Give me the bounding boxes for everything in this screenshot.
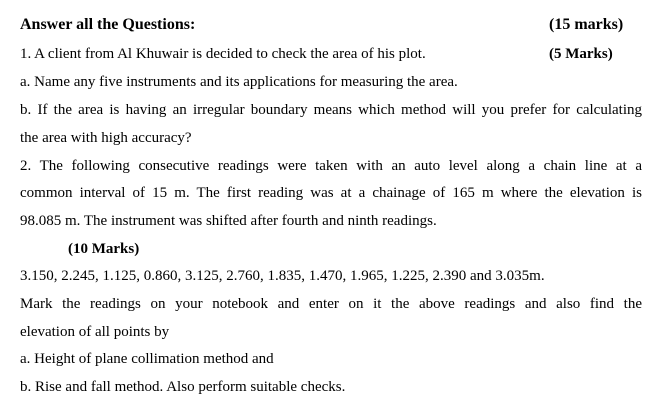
question-2-line-3: 98.085 m. The instrument was shifted after fourth and ninth readings. (20, 213, 437, 229)
question-1-part-b-line-2: the area with high accuracy? (20, 130, 192, 146)
question-2-line-1: 2. The following consecutive readings were taken with an auto level along a chain line at a (20, 158, 642, 174)
question-2-marks: (10 Marks) (68, 241, 140, 257)
question-2-line-2: common interval of 15 m. The first reading was at a chainage of 165 m where the elevation is (20, 185, 642, 201)
question-1-part-b-line-1: b. If the area is having an irregular boundary means which method will you prefer for calculating (20, 102, 642, 118)
question-2-part-a: a. Height of plane collimation method and (20, 351, 274, 367)
section-title: Answer all the Questions: (20, 16, 196, 33)
question-1-marks: (5 Marks) (549, 46, 613, 62)
question-1-part-a: a. Name any five instruments and its applications for measuring the area. (20, 74, 458, 90)
question-1-text: 1. A client from Al Khuwair is decided to check the area of his plot. (20, 46, 426, 62)
total-marks: (15 marks) (549, 16, 624, 33)
question-2-instruction-line-2: elevation of all points by (20, 324, 170, 340)
question-2-readings: 3.150, 2.245, 1.125, 0.860, 3.125, 2.760, 1.835, 1.470, 1.965, 1.225, 2.390 and 3.035m. (20, 268, 545, 284)
question-2-instruction-line-1: Mark the readings on your notebook and enter on it the above readings and also find the (20, 296, 642, 312)
question-2-part-b: b. Rise and fall method. Also perform suitable checks. (20, 379, 346, 395)
